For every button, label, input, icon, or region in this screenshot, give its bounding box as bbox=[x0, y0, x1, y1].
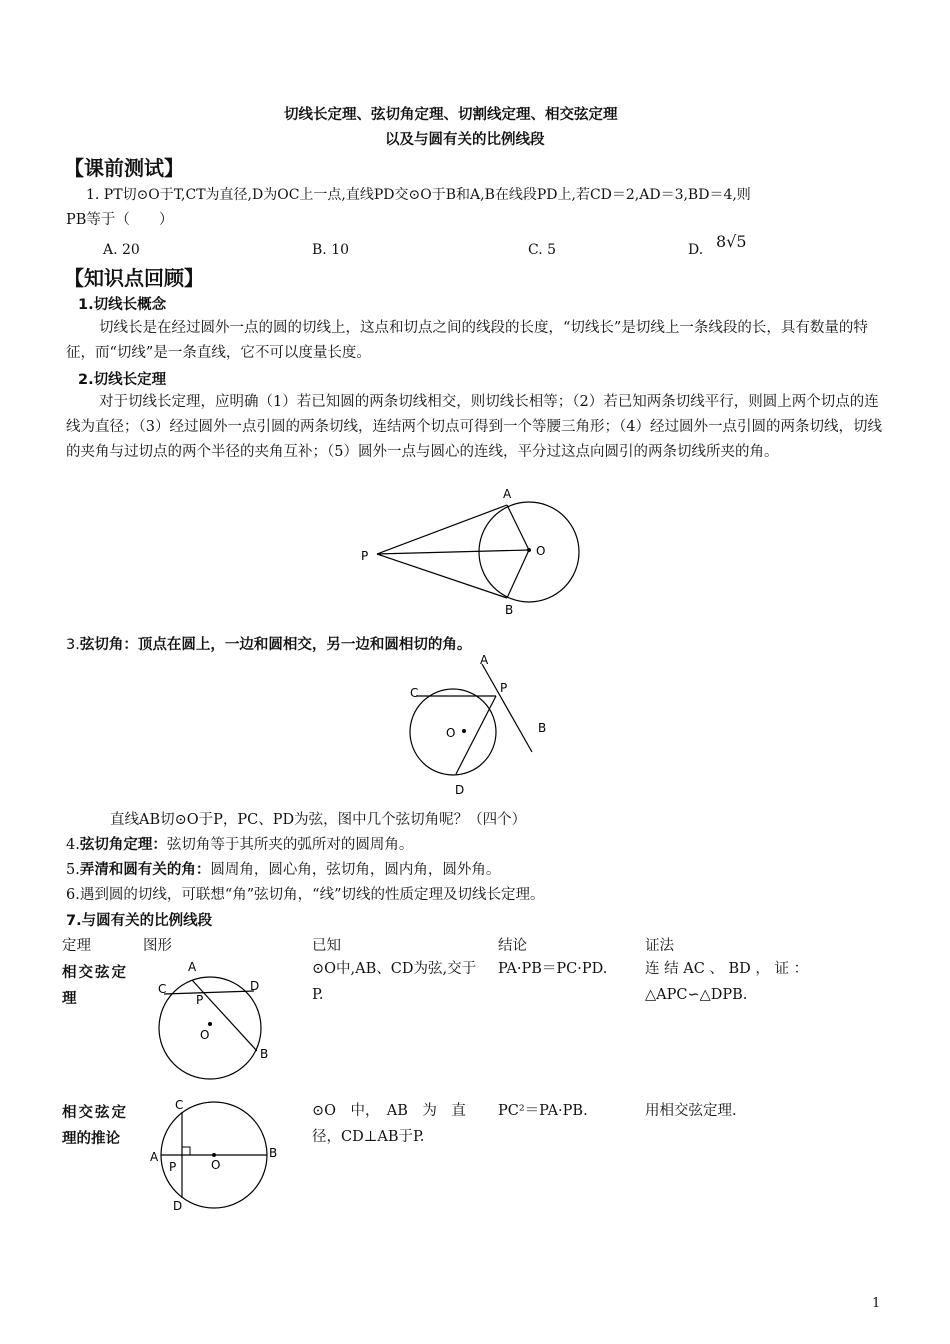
row2-conclusion: PC²＝PA·PB. bbox=[498, 1103, 588, 1119]
k3-heading bbox=[66, 633, 471, 654]
fig2-label-d: D bbox=[455, 783, 465, 797]
table-header-conclusion: 结论 bbox=[498, 938, 527, 954]
row2-theorem-l1: 相交弦定 bbox=[62, 1105, 128, 1121]
row2-fig-o: O bbox=[211, 1158, 221, 1172]
row2-fig-b: B bbox=[269, 1146, 278, 1160]
option-c: C. 5 bbox=[528, 242, 557, 258]
k4-num: 4. bbox=[66, 837, 80, 853]
fig1-label-p: P bbox=[361, 549, 369, 563]
fig2-label-b: B bbox=[538, 721, 547, 735]
question-1-line1: 1. PT切⊙O于T,CT为直径,D为OC上一点,直线PD交⊙O于B和A,B在线段PD上,若CD＝2,AD＝3,BD＝4,则 bbox=[86, 187, 751, 203]
k1-paragraph: 切线长是在经过圆外一点的圆的切线上，这点和切点之间的线段的长度，“切线长”是切线上一条线段的长，具有数量的特征，而“切线”是一条直线，它不可以度量长度。 bbox=[66, 320, 868, 361]
k2-heading: 2.切线长定理 bbox=[78, 372, 167, 388]
doc-title-line1: 切线长定理、弦切角定理、切割线定理、相交弦定理 bbox=[284, 107, 618, 123]
figure-chord-theorem-corollary bbox=[145, 1097, 285, 1222]
fig1-label-b: B bbox=[505, 603, 514, 616]
row1-conclusion: PA·PB＝PC·PD. bbox=[498, 961, 608, 977]
row1-fig-a: A bbox=[188, 960, 197, 974]
row1-theorem-l1: 相交弦定 bbox=[62, 965, 128, 981]
k3-text: 弦切角：顶点在圆上，一边和圆相交，另一边和圆相切的角。 bbox=[79, 637, 472, 653]
option-b: B. 10 bbox=[312, 242, 350, 258]
row2-known-l2: 径，CD⊥AB于P. bbox=[312, 1129, 425, 1145]
table-header-theorem: 定理 bbox=[62, 938, 91, 954]
page-number: 1 bbox=[872, 1296, 881, 1311]
fig2-label-c: C bbox=[410, 686, 419, 700]
row1-fig-d: D bbox=[250, 979, 260, 993]
question-1-line2: PB等于（ ） bbox=[66, 212, 174, 228]
figure-tangent-length bbox=[355, 486, 585, 616]
row2-known-l1: ⊙O 中， AB 为 直 bbox=[312, 1103, 466, 1119]
fig2-label-a: A bbox=[480, 653, 489, 667]
row1-fig-b: B bbox=[260, 1047, 269, 1061]
k4-text: 弦切角等于其所夹的弧所对的圆周角。 bbox=[166, 837, 414, 853]
k5-heading: 弄清和圆有关的角： bbox=[79, 862, 211, 878]
k6-line: 6.遇到圆的切线，可联想“角”弦切角，“线”切线的性质定理及切线长定理。 bbox=[66, 887, 545, 903]
row1-fig-p: P bbox=[196, 993, 204, 1007]
k1-heading: 1.切线长概念 bbox=[78, 297, 167, 313]
doc-title-line2: 以及与圆有关的比例线段 bbox=[385, 132, 545, 148]
row2-proof-l1: 用相交弦定理. bbox=[645, 1103, 737, 1119]
k4-heading: 弦切角定理： bbox=[79, 837, 167, 853]
row1-known-l2: P. bbox=[312, 987, 324, 1003]
figure-intersecting-chords bbox=[150, 958, 280, 1083]
row1-known-l1: ⊙O中,AB、CD为弦,交于 bbox=[312, 961, 477, 977]
k7-heading: 7.与圆有关的比例线段 bbox=[66, 913, 213, 929]
k3-num: 3. bbox=[66, 637, 80, 653]
k4-line bbox=[66, 833, 413, 857]
option-d-value: 8√5 bbox=[716, 232, 747, 251]
row2-theorem-l2: 理的推论 bbox=[62, 1131, 120, 1147]
section-pretest-heading: 【课前测试】 bbox=[64, 156, 184, 180]
table-header-figure: 图形 bbox=[143, 938, 172, 954]
row1-fig-c: C bbox=[158, 982, 167, 996]
fig1-label-a: A bbox=[503, 487, 512, 501]
fig2-label-p: P bbox=[500, 681, 508, 695]
row2-fig-p: P bbox=[169, 1160, 177, 1174]
row2-fig-d: D bbox=[173, 1199, 183, 1213]
fig2-label-o: O bbox=[446, 726, 456, 740]
k5-num: 5. bbox=[66, 862, 80, 878]
option-a: A. 20 bbox=[103, 242, 140, 258]
row1-proof-l1: 连 结 AC 、 BD ， 证 ： bbox=[645, 961, 809, 977]
fig1-label-o: O bbox=[536, 544, 546, 558]
k2-paragraph: 对于切线长定理，应明确（1）若已知圆的两条切线相交，则切线长相等；（2）若已知两条切线平行，则圆上两个切点的连线为直径；（3）经过圆外一点引圆的两条切线，连结两个切点可得到一个等腰三角形；（4）经过圆外一点引圆的两条切线，切线的夹角与过切点的两个半径的夹角互补；（5）圆外一点与圆心的连线，平分过这点向圆引的两条切线所夹的角。 bbox=[66, 394, 882, 460]
row1-proof-l2: △APC∽△DPB. bbox=[645, 987, 748, 1003]
row1-theorem-l2: 理 bbox=[62, 991, 77, 1007]
figure-tangent-chord-angle bbox=[402, 652, 562, 802]
k5-line bbox=[66, 858, 500, 882]
option-d: D. bbox=[688, 242, 704, 258]
k5-text: 圆周角，圆心角，弦切角，圆内角，圆外角。 bbox=[210, 862, 501, 878]
table-header-proof: 证法 bbox=[645, 938, 674, 954]
section-review-heading: 【知识点回顾】 bbox=[64, 266, 204, 290]
row2-fig-a: A bbox=[150, 1150, 159, 1164]
row2-fig-c: C bbox=[175, 1098, 184, 1112]
k3-note: 直线AB切⊙O于P，PC、PD为弦，图中几个弦切角呢？（四个） bbox=[110, 812, 527, 828]
row1-fig-o: O bbox=[200, 1028, 210, 1042]
table-header-known: 已知 bbox=[312, 938, 341, 954]
